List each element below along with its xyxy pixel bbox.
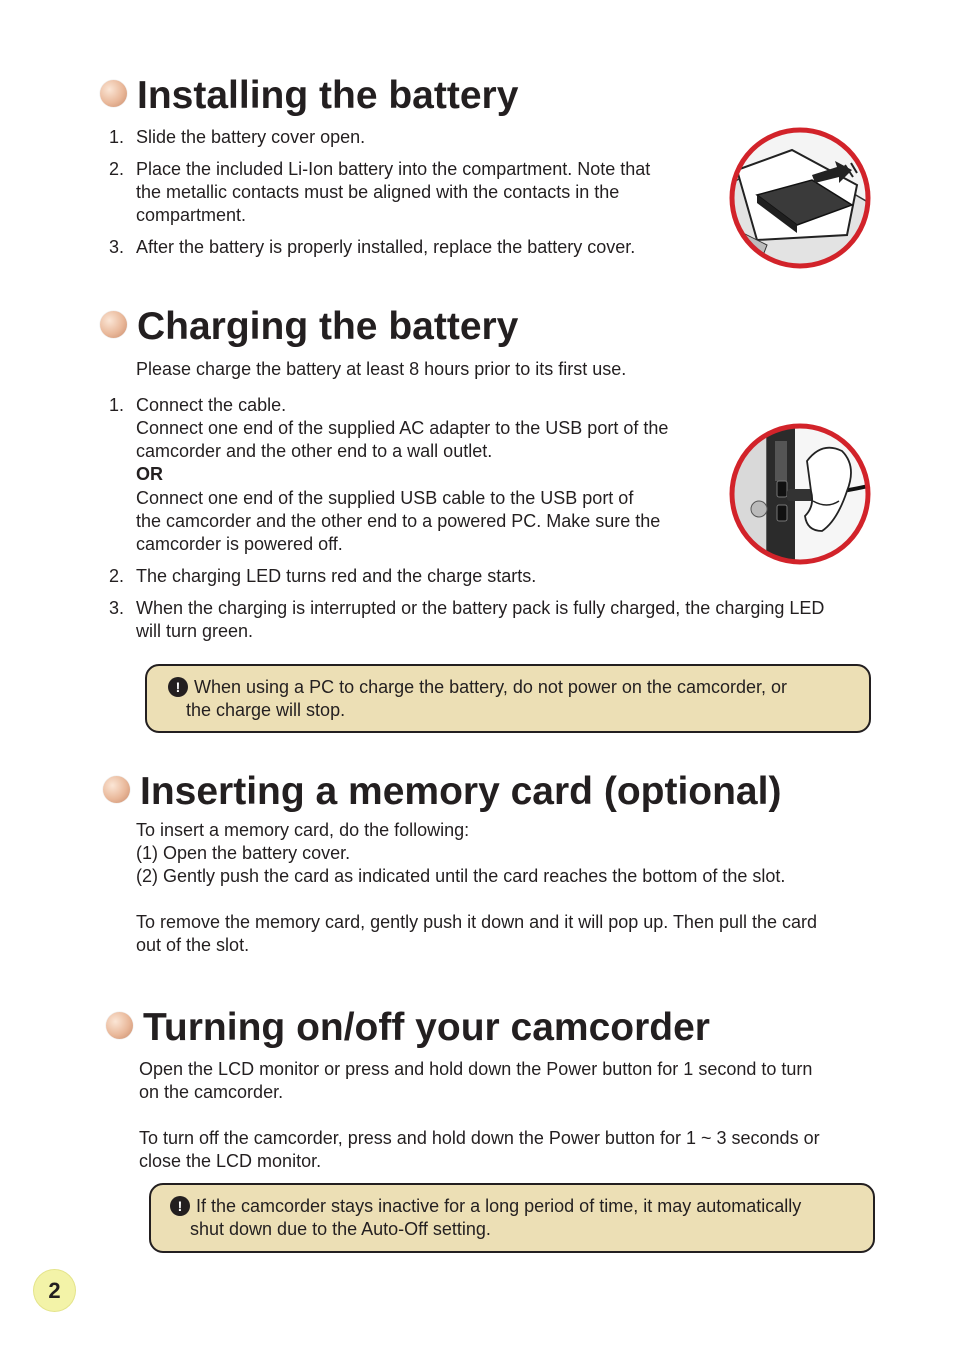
memory-text: out of the slot.	[136, 935, 250, 955]
step-text: camcorder is powered off.	[136, 534, 343, 554]
step-text: Connect one end of the supplied USB cable to the USB port of	[136, 488, 634, 508]
note-text: shut down due to the Auto-Off setting.	[190, 1219, 491, 1239]
section-bullet-icon	[103, 776, 130, 803]
step-heading: Connect the cable.	[136, 395, 287, 415]
power-note-box	[149, 1183, 875, 1253]
step-text: After the battery is properly installed, replace the battery cover.	[136, 237, 636, 257]
section-title-installing: Installing the battery	[137, 74, 519, 117]
step-text: camcorder and the other end to a wall outlet.	[136, 441, 493, 461]
charging-intro: Please charge the battery at least 8 hours prior to its first use.	[136, 359, 627, 379]
power-text: close the LCD monitor.	[139, 1151, 322, 1171]
step-number: 1.	[108, 127, 124, 147]
step-number: 2.	[108, 159, 124, 179]
step-text: The charging LED turns red and the charge starts.	[136, 566, 537, 586]
power-text: on the camcorder.	[139, 1082, 284, 1102]
step-text: Connect one end of the supplied AC adapter to the USB port of the	[136, 418, 669, 438]
charging-note-box	[145, 664, 871, 733]
note-text: If the camcorder stays inactive for a long period of time, it may automatically	[196, 1196, 802, 1216]
or-label: OR	[136, 464, 163, 484]
step-text: the metallic contacts must be aligned with the contacts in the	[136, 182, 620, 202]
step-number: 1.	[108, 395, 124, 415]
memory-text: (1) Open the battery cover.	[136, 843, 351, 863]
section-title-charging: Charging the battery	[137, 305, 519, 348]
step-text: compartment.	[136, 205, 247, 225]
power-text: Open the LCD monitor or press and hold down the Power button for 1 second to turn	[139, 1059, 813, 1079]
step-text: When the charging is interrupted or the battery pack is fully charged, the charging LED	[136, 598, 825, 618]
step-text: will turn green.	[136, 621, 254, 641]
memory-text: To insert a memory card, do the following:	[136, 820, 470, 840]
power-text: To turn off the camcorder, press and hold down the Power button for 1 ~ 3 seconds or	[139, 1128, 820, 1148]
page-number: 2	[34, 1270, 75, 1311]
warning-icon: !	[170, 1196, 190, 1216]
step-text: Place the included Li-Ion battery into the compartment. Note that	[136, 159, 651, 179]
step-text: Slide the battery cover open.	[136, 127, 366, 147]
section-bullet-icon	[100, 311, 127, 338]
section-bullet-icon	[100, 80, 127, 107]
section-title-memory: Inserting a memory card (optional)	[140, 770, 782, 813]
note-text: When using a PC to charge the battery, do not power on the camcorder, or	[194, 677, 787, 697]
usb-charging-image	[727, 421, 873, 567]
note-text: the charge will stop.	[186, 700, 346, 720]
memory-text: (2) Gently push the card as indicated until the card reaches the bottom of the slot.	[136, 866, 786, 886]
warning-icon: !	[168, 677, 188, 697]
section-title-power: Turning on/off your camcorder	[143, 1006, 710, 1049]
step-number: 3.	[108, 237, 124, 257]
step-number: 3.	[108, 598, 124, 618]
battery-install-image	[727, 125, 873, 271]
step-number: 2.	[108, 566, 124, 586]
memory-text: To remove the memory card, gently push it down and it will pop up. Then pull the card	[136, 912, 818, 932]
step-text: the camcorder and the other end to a powered PC. Make sure the	[136, 511, 661, 531]
section-bullet-icon	[106, 1012, 133, 1039]
